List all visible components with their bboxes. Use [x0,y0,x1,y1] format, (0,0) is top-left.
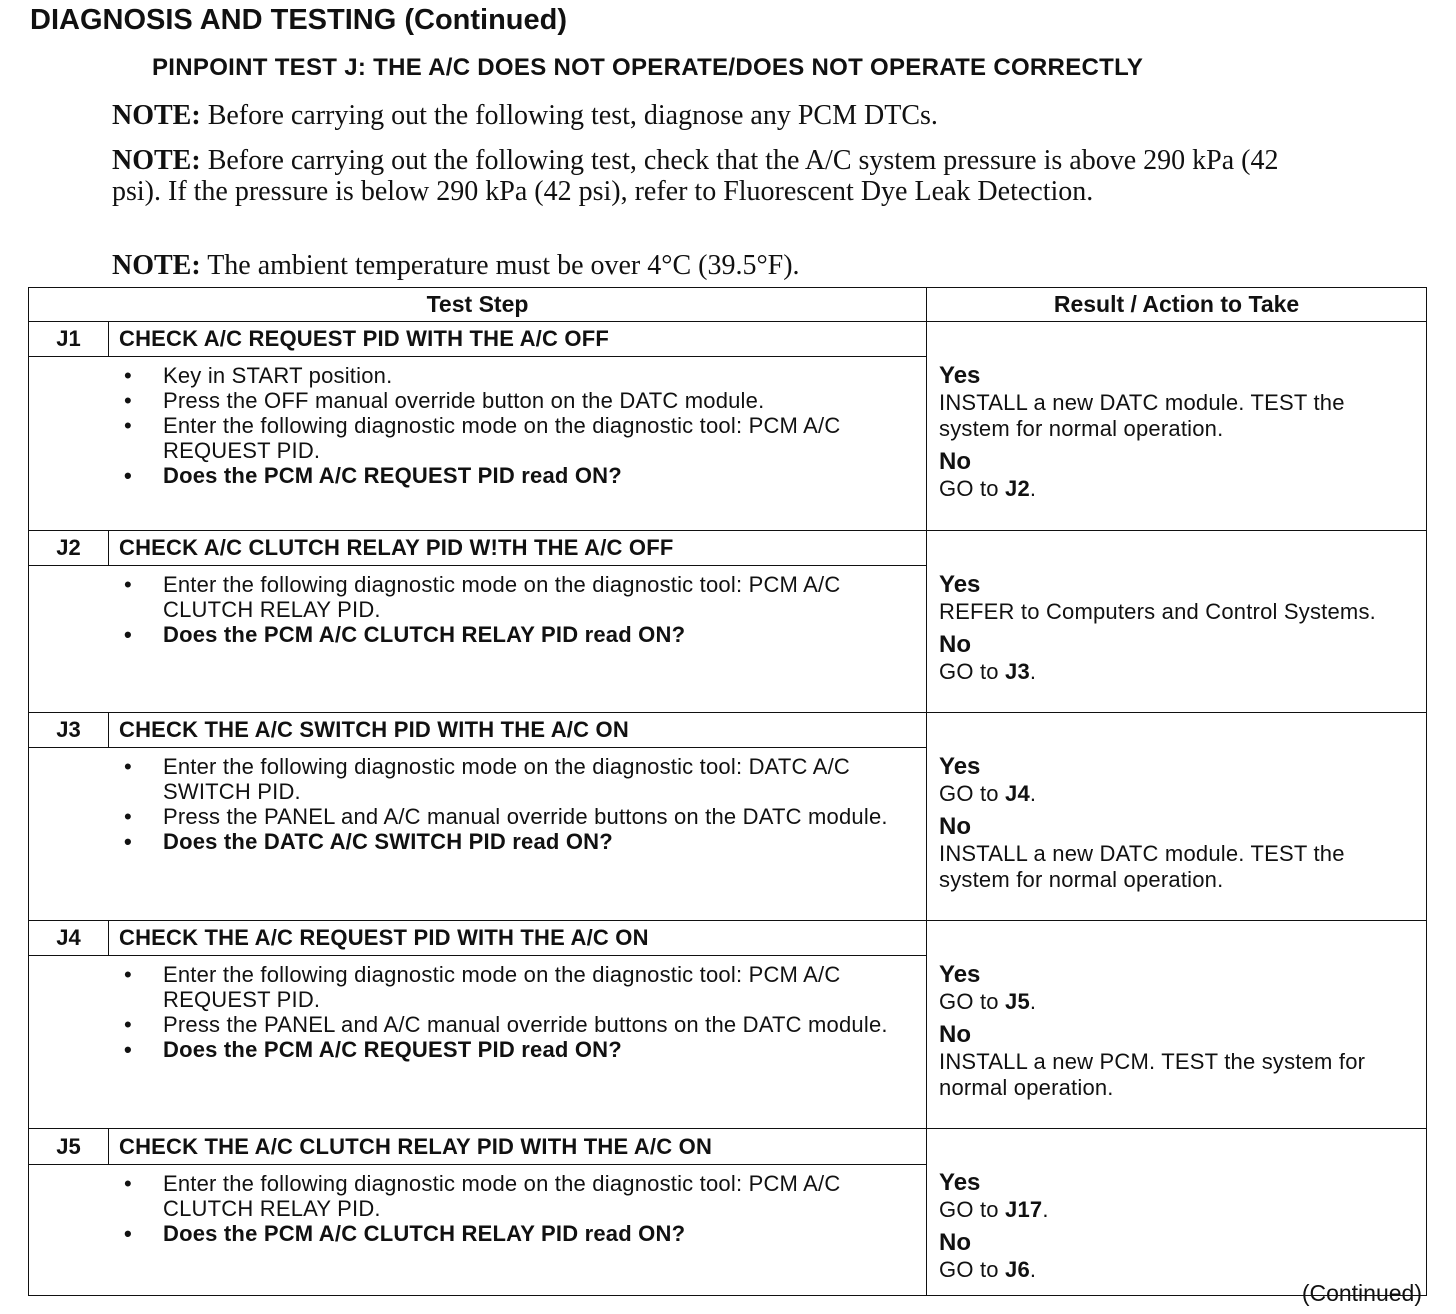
instruction-item [121,572,916,622]
no-step-ref: J3 [1005,659,1030,684]
yes-action [939,390,1416,442]
instruction-list [121,572,916,647]
note-text: Before carrying out the following test, check that the A/C system pressure is above 290 kPa (42 psi). If the pressure is below 290 kPa (42 psi), refer to Fluorescent Dye Leak Detection. [112,145,1279,207]
no-action-text: GO to [939,659,1006,684]
instruction-text: Press the PANEL and A/C manual override buttons on the DATC module. [163,804,888,829]
instruction-text: Press the OFF manual override button on the DATC module. [163,388,765,413]
bullet-icon: • [124,363,132,388]
step-instructions [29,1165,927,1296]
instruction-item [121,388,916,413]
yes-action-end: . [1042,1197,1049,1222]
table-header-row [29,288,1427,322]
yes-result [939,961,1416,1015]
yes-action [939,1197,1416,1223]
instruction-text: Press the PANEL and A/C manual override buttons on the DATC module. [163,1012,888,1037]
step-title: CHECK A/C REQUEST PID WITH THE A/C OFF [109,322,927,357]
instruction-text: Enter the following diagnostic mode on the diagnostic tool: PCM A/C CLUTCH RELAY PID. [163,572,841,622]
instruction-list [121,1171,916,1246]
yes-action-end: . [1029,781,1037,806]
question-text: Does the PCM A/C REQUEST PID read ON? [163,1037,622,1062]
instruction-text: Enter the following diagnostic mode on the diagnostic tool: PCM A/C REQUEST PID. [163,962,841,1012]
note-1 [112,100,1292,131]
question-text: Does the PCM A/C REQUEST PID read ON? [163,463,622,488]
step-id: J3 [29,713,109,748]
continued-label: (Continued) [1301,1280,1422,1306]
step-result [927,1129,1427,1296]
no-action-end: . [1029,659,1037,684]
step-title-row [29,531,1427,566]
instruction-list [121,363,916,488]
header-result-action: Result / Action to Take [927,288,1427,322]
instruction-item [121,1012,916,1037]
instruction-list [121,962,916,1062]
yes-step-ref: J5 [1005,989,1030,1014]
no-action-text: GO to [939,1257,1006,1282]
no-action [939,841,1416,893]
step-result [927,322,1427,531]
note-label: NOTE: [112,100,201,131]
no-action-end: . [1029,1257,1037,1282]
step-question [121,463,916,488]
no-action-text: INSTALL a new DATC module. TEST the system for normal operation. [939,841,1345,892]
yes-action-end: . [1029,989,1037,1014]
yes-action-text: GO to [939,781,1006,806]
bullet-icon: • [124,829,132,854]
yes-action [939,599,1416,625]
yes-action-text: REFER to Computers and Control Systems. [939,599,1376,624]
no-action-text: GO to [939,476,1006,501]
step-title-row [29,322,1427,357]
bullet-icon: • [124,962,132,987]
bullet-icon: • [124,1221,132,1247]
no-label: No [939,631,972,658]
note-text: The ambient temperature must be over 4°C (39.5°F). [207,250,800,281]
step-question [121,829,916,854]
bullet-icon: • [124,622,132,647]
no-action-end: . [1029,476,1037,501]
instruction-item [121,363,916,388]
yes-action [939,781,1416,807]
no-label: No [939,1229,972,1256]
no-step-ref: J6 [1005,1257,1030,1282]
instruction-text: Enter the following diagnostic mode on the diagnostic tool: PCM A/C REQUEST PID. [163,413,841,463]
yes-result [939,753,1416,807]
bullet-icon: • [124,463,132,488]
instruction-item [121,413,916,463]
note-2 [112,145,1292,207]
instruction-item [121,754,916,804]
no-label: No [939,813,972,840]
bullet-icon: • [124,1171,132,1197]
note-text: Before carrying out the following test, diagnose any PCM DTCs. [207,100,938,131]
bullet-icon: • [124,1012,132,1037]
step-result [927,921,1427,1129]
no-result [939,1229,1416,1283]
no-action [939,1049,1416,1101]
note-3 [112,250,1292,281]
bullet-icon: • [124,388,132,413]
step-title-row [29,713,1427,748]
instruction-item [121,962,916,1012]
bullet-icon: • [124,754,132,779]
header-test-step: Test Step [29,288,927,322]
step-title-row [29,1129,1427,1165]
page-heading: DIAGNOSIS AND TESTING (Continued) [30,4,568,36]
table-body [29,322,1427,1296]
note-label: NOTE: [112,250,201,281]
yes-result [939,1169,1416,1223]
step-question [121,1037,916,1062]
step-title: CHECK THE A/C CLUTCH RELAY PID WITH THE A/C ON [109,1129,927,1165]
instruction-text: Enter the following diagnostic mode on the diagnostic tool: PCM A/C CLUTCH RELAY PID. [163,1171,841,1222]
no-result [939,448,1416,502]
step-question [121,1221,916,1246]
yes-action-text: GO to [939,1197,1006,1222]
step-id: J5 [29,1129,109,1165]
step-title-row [29,921,1427,956]
yes-step-ref: J4 [1005,781,1030,806]
bullet-icon: • [124,804,132,829]
step-id: J2 [29,531,109,566]
bullet-icon: • [124,413,132,438]
step-instructions [29,566,927,713]
yes-action-text: INSTALL a new DATC module. TEST the system for normal operation. [939,390,1345,441]
yes-action-text: GO to [939,989,1006,1014]
question-text: Does the DATC A/C SWITCH PID read ON? [163,829,613,854]
yes-label: Yes [939,961,981,988]
step-title: CHECK THE A/C REQUEST PID WITH THE A/C ON [109,921,927,956]
yes-action [939,989,1416,1015]
yes-label: Yes [939,1169,981,1196]
yes-result [939,571,1416,625]
step-result [927,531,1427,713]
yes-label: Yes [939,753,981,780]
pinpoint-test-title: PINPOINT TEST J: THE A/C DOES NOT OPERATE/DOES NOT OPERATE CORRECTLY [152,54,1144,81]
no-action [939,476,1416,502]
no-label: No [939,1021,972,1048]
no-result [939,1021,1416,1101]
no-step-ref: J2 [1005,476,1030,501]
step-id: J4 [29,921,109,956]
question-text: Does the PCM A/C CLUTCH RELAY PID read ON? [163,622,686,647]
yes-step-ref: J17 [1005,1197,1043,1222]
step-instructions [29,748,927,921]
bullet-icon: • [124,1037,132,1062]
step-result [927,713,1427,921]
step-title: CHECK THE A/C SWITCH PID WITH THE A/C ON [109,713,927,748]
step-title: CHECK A/C CLUTCH RELAY PID W!TH THE A/C OFF [109,531,927,566]
instruction-item [121,1171,916,1221]
no-result [939,631,1416,685]
question-text: Does the PCM A/C CLUTCH RELAY PID read ON? [163,1221,686,1247]
step-instructions [29,956,927,1129]
step-instructions [29,357,927,531]
step-id: J1 [29,322,109,357]
instruction-item [121,804,916,829]
no-action-text: INSTALL a new PCM. TEST the system for normal operation. [939,1049,1366,1100]
bullet-icon: • [124,572,132,597]
step-question [121,622,916,647]
instruction-list [121,754,916,854]
yes-label: Yes [939,571,981,598]
note-label: NOTE: [112,145,201,176]
no-label: No [939,448,972,475]
pinpoint-test-table [28,287,1427,1296]
no-action [939,659,1416,685]
no-result [939,813,1416,893]
instruction-text: Key in START position. [163,363,393,388]
instruction-text: Enter the following diagnostic mode on the diagnostic tool: DATC A/C SWITCH PID. [163,754,851,804]
yes-result [939,362,1416,442]
yes-label: Yes [939,362,981,389]
